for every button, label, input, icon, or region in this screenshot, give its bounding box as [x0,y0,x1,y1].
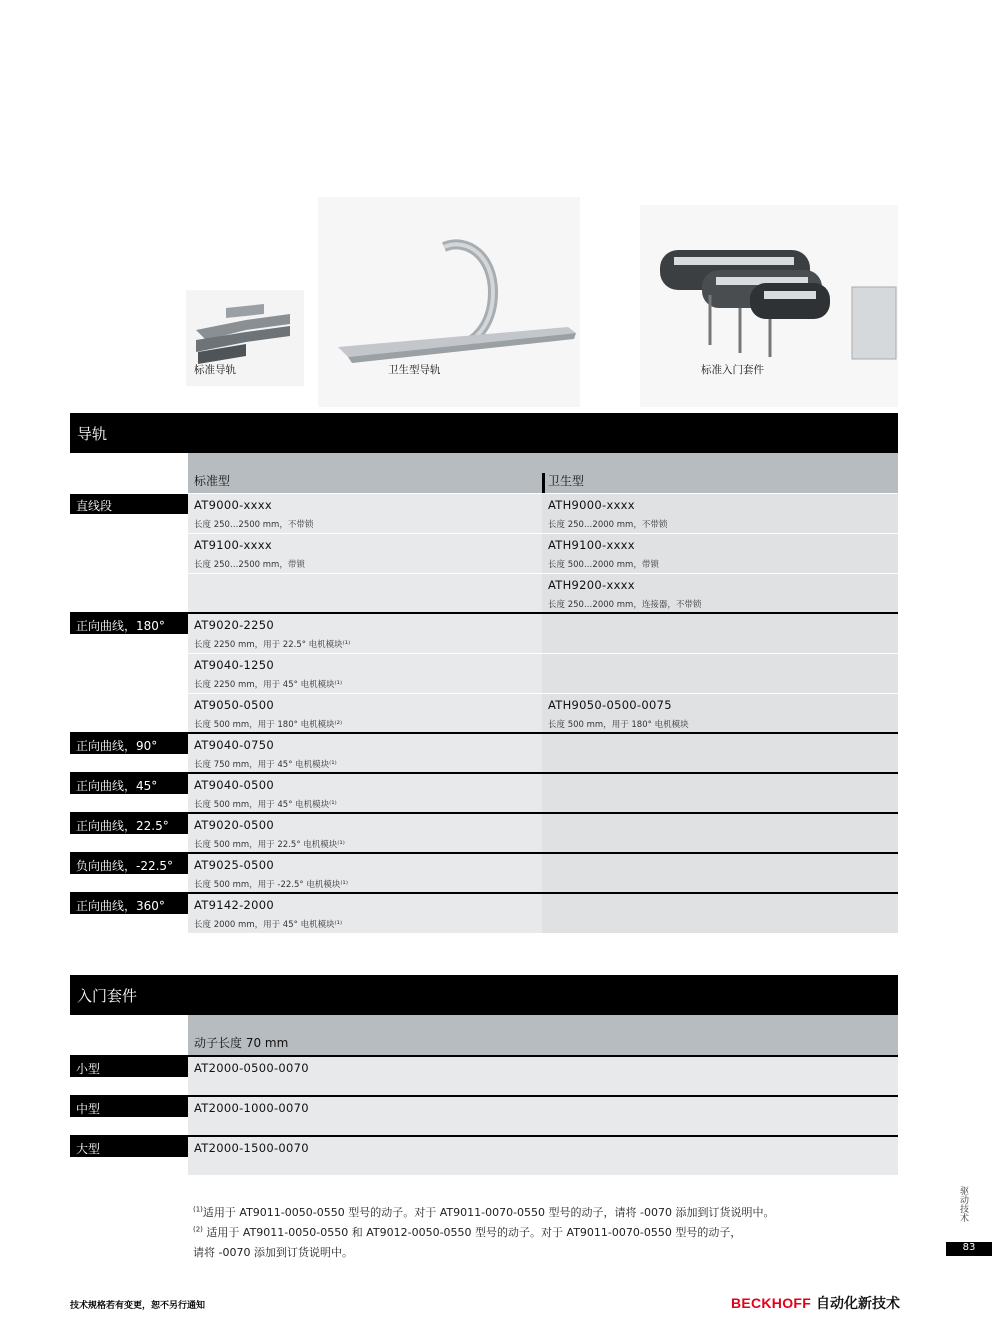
footnote-2-text-continued: 请将 -0070 添加到订货说明中。 [193,1246,353,1259]
rail-row [70,814,898,854]
footer-brand [731,1293,900,1313]
footnote-1 [193,1204,775,1220]
footer-notice: 技术规格若有变更，恕不另行通知 [70,1301,206,1311]
hygienic-description: 长度 500…2000 mm，带锁 [548,560,659,570]
standard-order-code: AT9025-0500 [194,858,274,872]
rails-section-header [70,413,898,453]
hygienic-cell [542,854,898,893]
row-label: 直线段 [76,499,113,513]
footer-slogan: 自动化新技术 [816,1296,900,1312]
standard-rail-caption: 标准导轨 [194,364,236,376]
hygienic-cell [542,654,898,693]
kit-label: 中型 [76,1102,101,1116]
page-number: 83 [962,1242,976,1253]
standard-description: 长度 500 mm，用于 -22.5° 电机模块⁽¹⁾ [194,880,348,890]
hygienic-order-code: ATH9050-0500-0075 [548,698,672,712]
kits-section-header [70,975,898,1015]
standard-cell [188,734,542,773]
kit-code-cell [188,1137,898,1175]
kit-code-cell [188,1057,898,1095]
standard-cell [188,774,542,813]
rail-row [70,854,898,894]
kit-row [70,1095,898,1135]
column-standard-label: 标准型 [194,474,231,488]
standard-description: 长度 250…2500 mm，不带锁 [194,520,314,530]
hygienic-order-code: ATH9100-xxxx [548,538,635,552]
kit-order-code: AT2000-1500-0070 [194,1141,309,1155]
standard-order-code: AT9040-0500 [194,778,274,792]
standard-description: 长度 2250 mm，用于 22.5° 电机模块⁽¹⁾ [194,640,351,650]
hygienic-rail-caption: 卫生型导轨 [388,364,441,376]
footnote-1-mark: (1) [193,1205,203,1214]
kit-code-cell [188,1097,898,1135]
standard-cell [188,854,542,893]
hygienic-description: 长度 500 mm，用于 180° 电机模块 [548,720,689,730]
rail-row [70,494,898,534]
standard-description: 长度 750 mm，用于 45° 电机模块⁽¹⁾ [194,760,337,770]
row-label: 正向曲线，360° [76,899,165,913]
rail-row [70,534,898,574]
rail-row [70,614,898,654]
rail-row [70,654,898,694]
hygienic-description: 长度 250…2000 mm，连接器，不带锁 [548,600,702,610]
kit-row [70,1135,898,1175]
standard-cell [188,654,542,693]
standard-description: 长度 500 mm，用于 22.5° 电机模块⁽¹⁾ [194,840,345,850]
footnote-1-text: 适用于 AT9011-0050-0550 型号的动子。对于 AT9011-0070-0550 型号的动子，请将 -0070 添加到订货说明中。 [202,1206,775,1219]
standard-order-code: AT9050-0500 [194,698,274,712]
footnote-2 [193,1224,741,1240]
standard-cell [188,614,542,653]
rail-row [70,574,898,614]
standard-order-code: AT9020-0500 [194,818,274,832]
hygienic-cell [542,694,898,733]
kit-order-code: AT2000-0500-0070 [194,1061,309,1075]
row-label-cell [70,734,188,754]
hygienic-cell [542,494,898,533]
standard-order-code: AT9000-xxxx [194,498,272,512]
hygienic-cell [542,774,898,813]
hygienic-cell [542,534,898,573]
standard-order-code: AT9142-2000 [194,898,274,912]
kits-column-label: 动子长度 70 mm [194,1036,289,1050]
standard-description: 长度 2000 mm，用于 45° 电机模块⁽¹⁾ [194,920,343,930]
rail-row [70,774,898,814]
hygienic-cell [542,814,898,853]
kit-order-code: AT2000-1000-0070 [194,1101,309,1115]
beckhoff-logo: BECKHOFF [730,1295,812,1311]
footnote-2-continued [193,1244,353,1260]
hygienic-order-code: ATH9200-xxxx [548,578,635,592]
rails-column-header-hygienic [542,453,898,493]
starter-kit-caption: 标准入门套件 [701,364,764,376]
standard-cell [188,694,542,733]
hygienic-cell [542,574,898,613]
kit-label: 大型 [76,1142,101,1156]
hygienic-cell [542,614,898,653]
row-label-cell [70,894,188,914]
hygienic-cell [542,894,898,933]
kits-column-header [188,1015,898,1055]
rails-section-title: 导轨 [77,425,108,443]
kit-label-cell [70,1137,188,1157]
page-number-tab [946,1242,992,1256]
standard-description: 长度 500 mm，用于 45° 电机模块⁽¹⁾ [194,800,337,810]
standard-order-code: AT9040-0750 [194,738,274,752]
rail-row [70,734,898,774]
side-section-label: 驱动技术 [958,1186,968,1222]
hygienic-order-code: ATH9000-xxxx [548,498,635,512]
row-label-cell [70,614,188,634]
standard-description: 长度 2250 mm，用于 45° 电机模块⁽¹⁾ [194,680,343,690]
standard-order-code: AT9100-xxxx [194,538,272,552]
row-label: 负向曲线，-22.5° [76,859,174,873]
standard-cell [188,494,542,533]
row-label-cell [70,814,188,834]
row-label-cell [70,774,188,794]
row-label: 正向曲线，90° [76,739,158,753]
kit-label: 小型 [76,1062,101,1076]
column-hygienic-label: 卫生型 [548,474,585,488]
kit-row [70,1055,898,1095]
row-label: 正向曲线，45° [76,779,158,793]
standard-cell [188,534,542,573]
standard-cell [188,814,542,853]
kit-label-cell [70,1057,188,1077]
standard-cell [188,574,542,613]
rail-row [70,894,898,934]
standard-order-code: AT9040-1250 [194,658,274,672]
rails-column-header-standard [188,453,542,493]
standard-description: 长度 250…2500 mm，带锁 [194,560,305,570]
row-label: 正向曲线，180° [76,619,165,633]
hygienic-cell [542,734,898,773]
rail-row [70,694,898,734]
row-label-cell [70,494,188,514]
row-label: 正向曲线，22.5° [76,819,169,833]
footnote-2-mark: (2) [193,1225,203,1234]
kit-label-cell [70,1097,188,1117]
standard-description: 长度 500 mm，用于 180° 电机模块⁽²⁾ [194,720,343,730]
standard-cell [188,894,542,933]
footnote-2-text: 适用于 AT9011-0050-0550 和 AT9012-0050-0550 型号的动子。对于 AT9011-0070-0550 型号的动子， [206,1226,742,1239]
standard-order-code: AT9020-2250 [194,618,274,632]
hygienic-rail-image [318,197,580,407]
kits-section-title: 入门套件 [77,987,138,1005]
row-label-cell [70,854,188,874]
starter-kit-image [640,205,898,407]
hygienic-description: 长度 250…2000 mm，不带锁 [548,520,668,530]
